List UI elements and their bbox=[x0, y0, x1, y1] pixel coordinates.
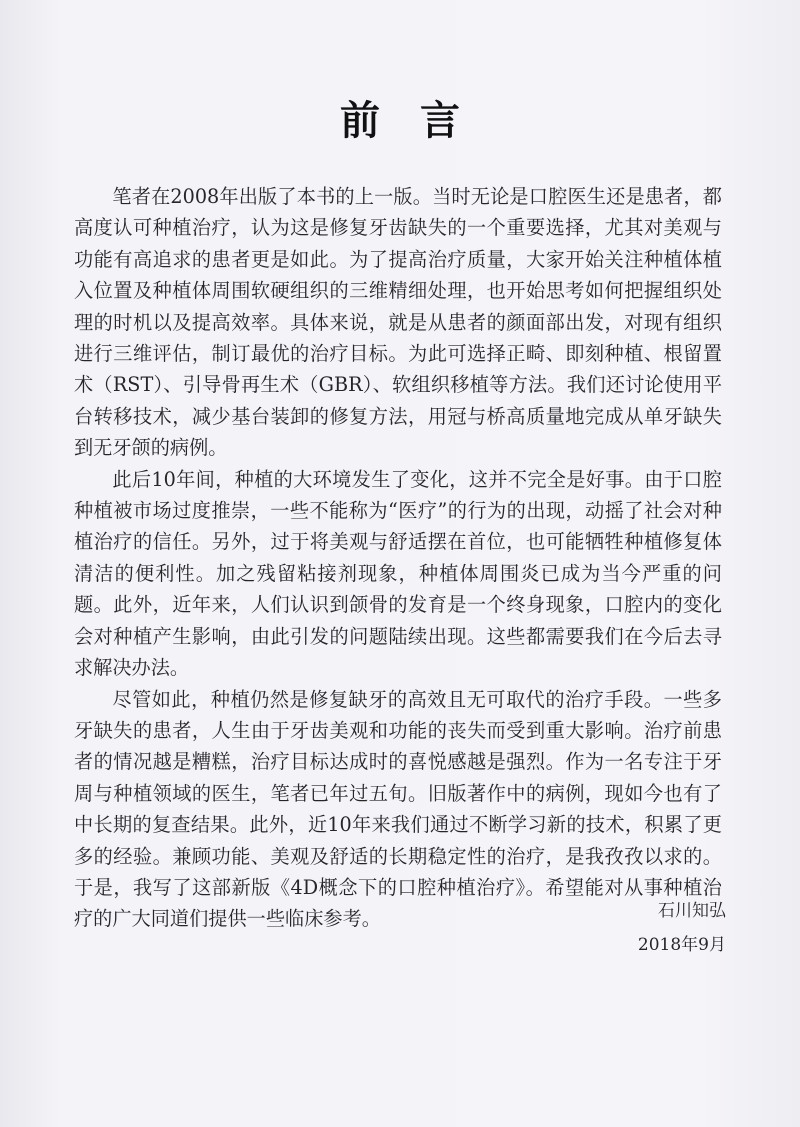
paragraph-2: 此后10年间，种植的大环境发生了变化，这并不完全是好事。由于口腔种植被市场过度推崇，一些不能称为“医疗”的行为的出现，动摇了社会对种植治疗的信任。另外，过于将美观与舒适摆在首位，也可能牺牲种植修复体清洁的便利性。加之残留粘接剂现象，种植体周围炎已成为当今严重的问题。此外，近年来，人们认识到颌骨的发育是一个终身现象，口腔内的变化会对种植产生影响，由此引发的问题陆续出现。这些都需要我们在今后去寻求解决办法。 bbox=[74, 467, 722, 680]
paragraph-1: 笔者在2008年出版了本书的上一版。当时无论是口腔医生还是患者，都高度认可种植治疗，认为这是修复牙齿缺失的一个重要选择，尤其对美观与功能有高追求的患者更是如此。为了提高治疗质量，大家开始关注种植体植入位置及种植体周围软硬组织的三维精细处理，也开始思考如何把握组织处理的时机以及提高效率。具体来说，就是从患者的颜面部出发，对现有组织进行三维评估，制订最优的治疗目标。为此可选择正畸、即刻种植、根留置术（RST）、引导骨再生术（GBR）、软组织移植等方法。我们还讨论使用平台转移技术，减少基台装卸的修复方法，用冠与桥高质量地完成从单牙缺失到无牙颌的病例。 bbox=[74, 185, 722, 460]
signature-block bbox=[638, 894, 726, 962]
author-name: 石川知弘 bbox=[658, 901, 726, 921]
paragraph-3: 尽管如此，种植仍然是修复缺牙的高效且无可取代的治疗手段。一些多牙缺失的患者，人生由于牙齿美观和功能的丧失而受到重大影响。治疗前患者的情况越是糟糕，治疗目标达成时的喜悦感越是强烈。作为一名专注于牙周与种植领域的医生，笔者已年过五旬。旧版著作中的病例，现如今也有了中长期的复查结果。此外，近10年来我们通过不断学习新的技术，积累了更多的经验。兼顾功能、美观及舒适的长期稳定性的治疗，是我孜孜以求的。于是，我写了这部新版《4D概念下的口腔种植治疗》。希望能对从事种植治疗的广大同道们提供一些临床参考。 bbox=[74, 687, 722, 931]
preface-date: 2018年9月 bbox=[637, 935, 726, 955]
preface-body bbox=[74, 181, 722, 935]
page-title: 前言 bbox=[340, 97, 500, 144]
